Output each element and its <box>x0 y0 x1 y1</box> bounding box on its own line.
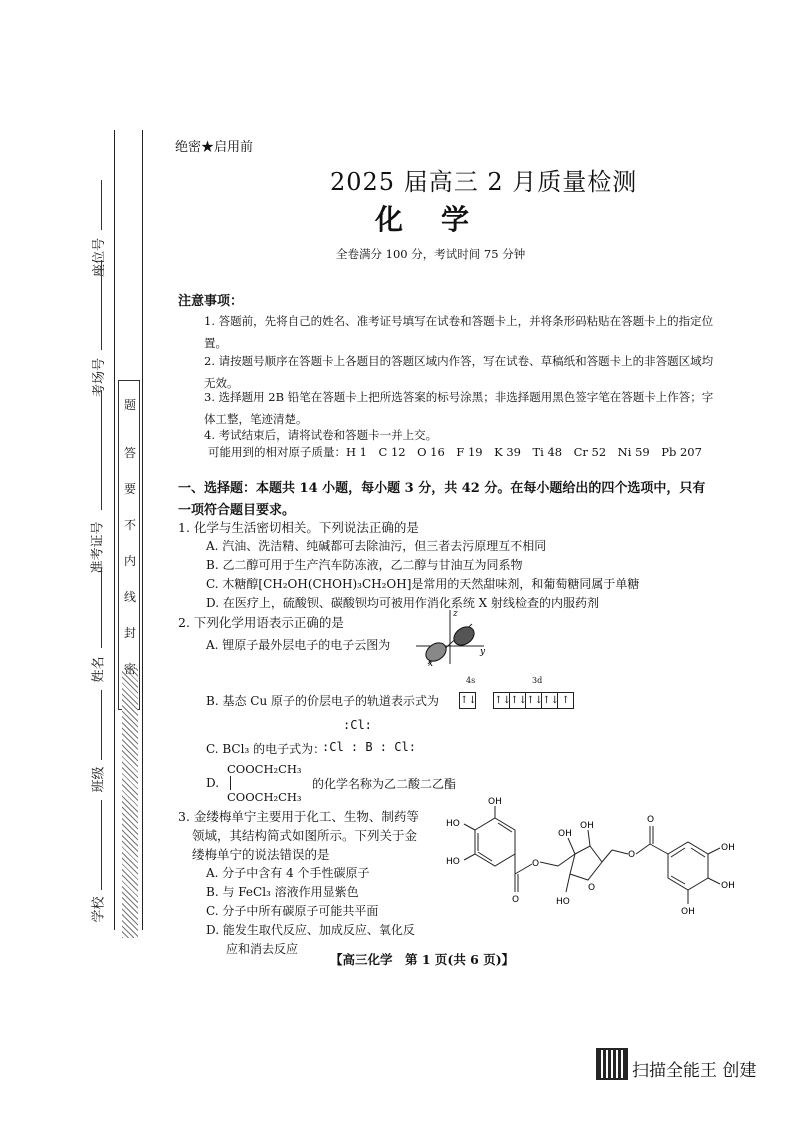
score-info: 全卷满分 100 分，考试时间 75 分钟 <box>336 247 526 261</box>
bcl3-top-cl: :Cl: <box>343 718 372 732</box>
structure-label: OH <box>488 797 502 807</box>
ester-bottom: COOCH₂CH₃ <box>227 790 302 804</box>
seal-char: 要 <box>123 482 136 496</box>
q2-stem: 2. 下列化学用语表示正确的是 <box>178 615 344 630</box>
label-ticket-number: 准考证号 <box>90 521 106 574</box>
structure-label: O <box>512 895 520 905</box>
qr-code-icon <box>596 1048 628 1080</box>
structure-label: O <box>532 859 540 869</box>
hatch-pattern <box>122 668 138 938</box>
axis-z-label: z <box>453 609 458 619</box>
ester-bond <box>230 776 231 790</box>
axis-x-label: x <box>428 659 434 668</box>
q2-option-d-prefix: D. <box>206 776 220 790</box>
label-exam-room: 考场号 <box>92 357 108 398</box>
section-title: 一、选择题：本题共 14 小题，每小题 3 分，共 42 分。在每小题给出的四个选项中，只有一项符合题目要求。 <box>178 481 706 518</box>
orbital-diagram <box>460 690 574 709</box>
subject-title: 化学 <box>375 203 508 236</box>
structure-label: OH <box>721 843 735 853</box>
orbital-box-4s: ↑↓ <box>459 692 476 709</box>
orbital-box-3d: ↑↓ <box>525 692 542 709</box>
seal-char: 封 <box>123 626 136 640</box>
name-line[interactable] <box>101 568 102 648</box>
seal-char: 答 <box>123 446 136 460</box>
ticket-number-line[interactable] <box>101 390 102 510</box>
label-name: 姓名 <box>91 656 107 683</box>
q2-option-d-text: 的化学名称为乙二酸二乙酯 <box>312 777 457 791</box>
school-line[interactable] <box>101 800 102 890</box>
bcl3-middle: :Cl : B : Cl: <box>322 740 416 754</box>
orbital-3d-label: 3d <box>532 676 543 685</box>
orbital-box-3d: ↑↓ <box>493 692 510 709</box>
confidential-mark: 绝密★启用前 <box>175 140 254 155</box>
q3-stem-line1: 3. 金缕梅单宁主要用于化工、生物、制药等 <box>178 809 419 824</box>
seal-char: 密 <box>123 662 136 676</box>
structure-label: HO <box>556 897 570 907</box>
q3-option-c: C. 分子中所有碳原子可能共平面 <box>206 904 379 918</box>
orbital-box-3d: ↑↓ <box>509 692 526 709</box>
q1-option-a: A. 汽油、洗洁精、纯碱都可去除油污，但三者去污原理互不相同 <box>206 539 547 553</box>
class-line[interactable] <box>101 690 102 760</box>
exam-room-line[interactable] <box>101 260 102 350</box>
notice-item: 3. 选择题用 2B 铅笔在答题卡上把所选答案的标号涂黑；非选择题用黑色签字笔在答题卡上作答；字体工整，笔迹清楚。 <box>204 390 714 426</box>
orbital-box-3d: ↑ <box>557 692 574 709</box>
seal-char: 题 <box>123 398 136 412</box>
structure-label: O <box>647 815 655 825</box>
notice-item: 2. 请按题号顺序在答题卡上各题目的答题区域内作答，写在试卷、草稿纸和答题卡上的非答题区域均无效。 <box>204 354 714 390</box>
q2-option-c: C. BCl₃ 的电子式为： <box>206 742 326 756</box>
structure-label: OH <box>580 821 594 831</box>
q1-option-b: B. 乙二醇可用于生产汽车防冻液，乙二醇与甘油互为同系物 <box>206 558 523 572</box>
binding-line-outer <box>114 130 115 930</box>
seal-char: 内 <box>123 554 136 568</box>
binding-line-inner <box>142 130 143 930</box>
q3-stem-line2: 领域，其结构简式如图所示。下列关于金 <box>192 828 418 843</box>
notice-item: 4. 考试结束后，请将试卷和答题卡一并上交。 <box>204 428 438 442</box>
orbital-4s-label: 4s <box>466 676 476 685</box>
notice-title: 注意事项： <box>178 294 244 309</box>
q1-option-d: D. 在医疗上，硫酸钡、碳酸钡均可被用作消化系统 X 射线检查的内服药剂 <box>206 596 599 610</box>
label-class: 班级 <box>91 766 107 793</box>
exam-title: 2025 届高三 2 月质量检测 <box>330 168 638 196</box>
seal-char: 线 <box>123 590 136 604</box>
notice-item: 1. 答题前，先将自己的姓名、准考证号填写在试卷和答题卡上，并将条形码粘贴在答题卡上的指定位置。 <box>204 314 714 350</box>
structure-label: OH <box>681 907 695 917</box>
label-seat-number: 座位号 <box>92 237 108 278</box>
structure-label: HO <box>446 857 460 867</box>
q3-option-a: A. 分子中含有 4 个手性碳原子 <box>206 866 370 880</box>
q1-option-c: C. 木糖醇[CH₂OH(CHOH)₃CH₂OH]是常用的天然甜味剂，和葡萄糖同属于单糖 <box>206 577 640 591</box>
q3-stem-line3: 缕梅单宁的说法错误的是 <box>192 847 330 862</box>
atomic-mass-list: 可能用到的相对原子质量：H 1 C 12 O 16 F 19 K 39 Ti 48 Cr 52 Ni 59 Pb 207 <box>208 445 702 459</box>
electron-cloud-figure <box>410 606 490 668</box>
page-footer: 【高三化学 第 1 页(共 6 页)】 <box>330 952 515 967</box>
structure-label: OH <box>558 829 572 839</box>
label-school: 学校 <box>91 896 107 923</box>
ester-top: COOCH₂CH₃ <box>227 762 302 776</box>
q2-option-b: B. 基态 Cu 原子的价层电子的轨道表示式为 <box>206 694 439 708</box>
q3-option-d-line2: 应和消去反应 <box>226 942 299 956</box>
scanner-watermark: 扫描全能王 创建 <box>632 1061 757 1081</box>
q1-stem: 1. 化学与生活密切相关。下列说法正确的是 <box>178 520 419 535</box>
structure-label: HO <box>446 819 460 829</box>
seat-number-line[interactable] <box>101 180 102 230</box>
seal-char: 不 <box>123 518 136 532</box>
q2-option-a: A. 锂原子最外层电子的电子云图为 <box>206 638 391 652</box>
structure-label: O <box>628 850 636 860</box>
structure-label: O <box>588 883 596 893</box>
hamamelitannin-structure <box>440 796 740 936</box>
axis-y-label: y <box>480 647 486 657</box>
orbital-box-3d: ↑↓ <box>541 692 558 709</box>
q3-option-b: B. 与 FeCl₃ 溶液作用显紫色 <box>206 885 359 899</box>
structure-label: OH <box>721 881 735 891</box>
q3-option-d-line1: D. 能发生取代反应、加成反应、氧化反 <box>206 923 415 937</box>
